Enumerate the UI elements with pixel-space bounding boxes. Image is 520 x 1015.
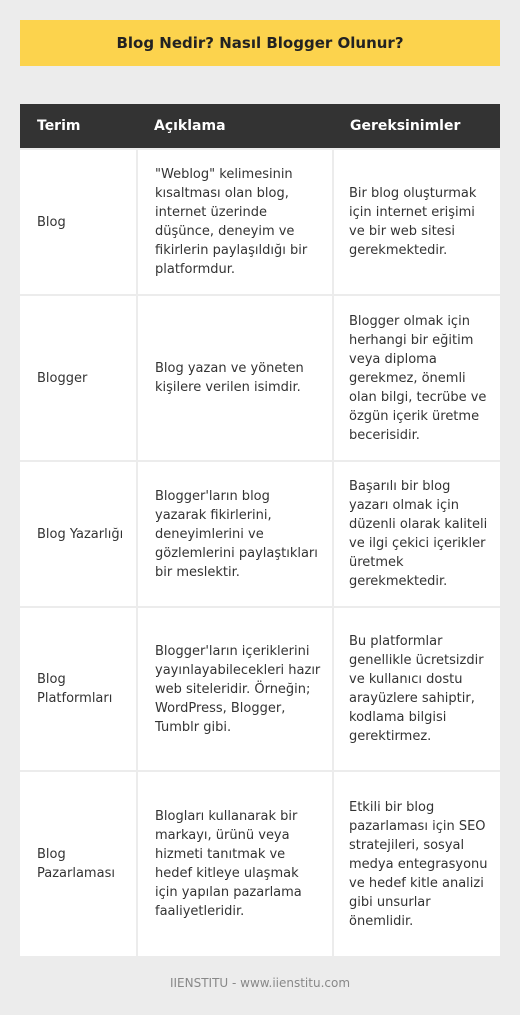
cell-description: "Weblog" kelimesinin kısaltması olan blog, internet üzerinde düşünce, deneyim ve fikirlerin paylaşıldığı bir platformdur. — [137, 149, 333, 295]
cell-requirements: Etkili bir blog pazarlaması için SEO stratejileri, sosyal medya entegrasyonu ve hedef kitle analizi gibi unsurlar önemlidir. — [333, 771, 500, 956]
table-row — [20, 607, 500, 771]
cell-requirements: Başarılı bir blog yazarı olmak için düzenli olarak kaliteli ve ilgi çekici içerikler üretmek gerekmektedir. — [333, 461, 500, 607]
cell-term: Blog Pazarlaması — [20, 771, 137, 956]
cell-term: Blog Platformları — [20, 607, 137, 771]
header-requirements: Gereksinimler — [333, 104, 500, 149]
table-row — [20, 295, 500, 461]
cell-term: Blogger — [20, 295, 137, 461]
cell-requirements: Bir blog oluşturmak için internet erişimi ve bir web sitesi gerekmektedir. — [333, 149, 500, 295]
cell-description: Blogları kullanarak bir markayı, ürünü veya hizmeti tanıtmak ve hedef kitleye ulaşmak için yapılan pazarlama faaliyetleridir. — [137, 771, 333, 956]
table-header-row — [20, 104, 500, 149]
page-title: Blog Nedir? Nasıl Blogger Olunur? — [116, 34, 404, 52]
header-description: Açıklama — [137, 104, 333, 149]
cell-description: Blogger'ların blog yazarak fikirlerini, deneyimlerini ve gözlemlerini paylaştıkları bir meslektir. — [137, 461, 333, 607]
cell-requirements: Blogger olmak için herhangi bir eğitim veya diploma gerekmez, önemli olan bilgi, tecrübe ve özgün içerik üretme becerisidir. — [333, 295, 500, 461]
cell-description: Blog yazan ve yöneten kişilere verilen isimdir. — [137, 295, 333, 461]
title-banner — [20, 20, 500, 66]
cell-requirements: Bu platformlar genellikle ücretsizdir ve kullanıcı dostu arayüzlere sahiptir, kodlama bilgisi gerektirmez. — [333, 607, 500, 771]
cell-term: Blog Yazarlığı — [20, 461, 137, 607]
header-term: Terim — [20, 104, 137, 149]
cell-description: Blogger'ların içeriklerini yayınlayabilecekleri hazır web siteleridir. Örneğin; WordPress, Blogger, Tumblr gibi. — [137, 607, 333, 771]
table-row — [20, 461, 500, 607]
cell-term: Blog — [20, 149, 137, 295]
blog-terms-table — [20, 104, 500, 956]
footer-credit: IIENSTITU - www.iienstitu.com — [169, 976, 351, 990]
table-row — [20, 771, 500, 956]
table-row — [20, 149, 500, 295]
